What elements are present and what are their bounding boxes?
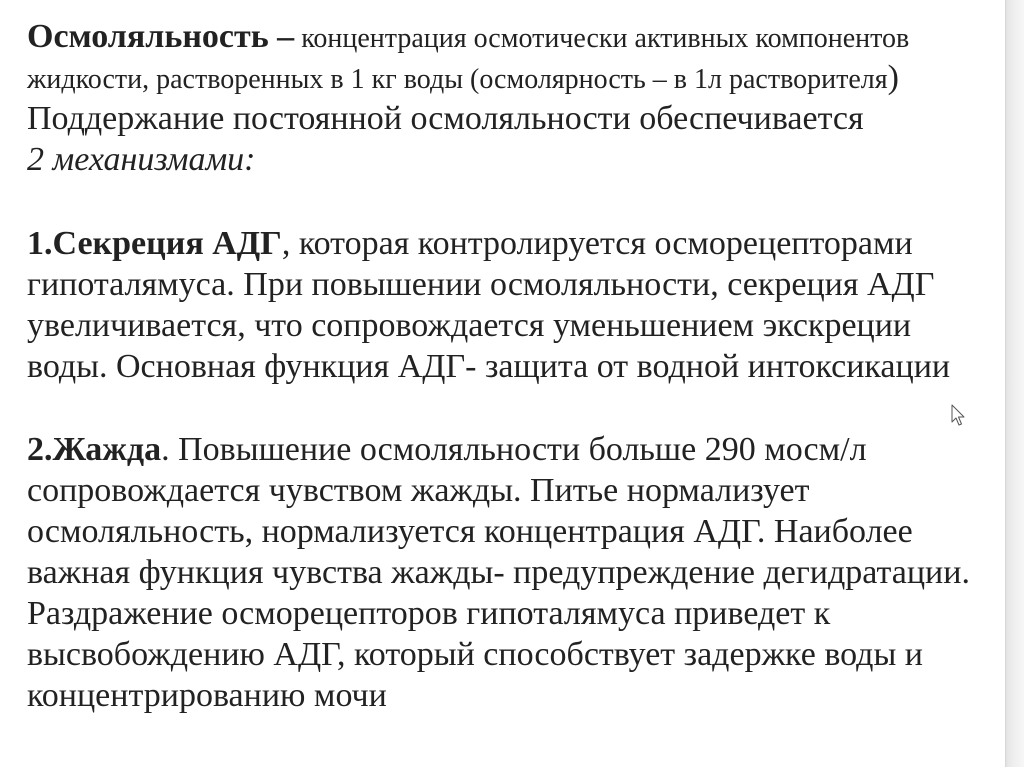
mechanism-1-line-2: гипоталямуса. При повышении осмоляльности, секреция АДГ [27,266,935,303]
mouse-pointer-icon [951,404,965,427]
mechanism-1-line-3: увеличивается, что сопровождается уменьшением экскреции [27,307,912,344]
definition-term: Осмоляльность – [27,18,295,55]
mechanism-1-line-1 [27,223,913,264]
definition-line-2 [27,58,899,99]
mechanism-2-line-2: сопровождается чувством жажды. Питье нормализует [27,472,810,509]
mechanism-2-first-line-text: . Повышение осмоляльности больше 290 мосм/л [161,431,867,468]
intro-line-2: 2 механизмами: [27,141,256,178]
intro-line-1: Поддержание постоянной осмоляльности обеспечивается [27,100,864,137]
mechanism-2-line-4: важная функция чувства жажды- предупреждение дегидратации. [27,554,970,591]
mechanism-2-line-1 [27,429,867,470]
definition-continuation: жидкости, растворенных в 1 кг воды (осмолярность – в 1л растворителя [27,64,888,95]
mechanism-1-block [27,223,950,387]
mouse-pointer-shape [952,405,964,425]
intro-block [27,98,864,180]
mechanism-2-line-6: высвобождению АДГ, который способствует задержке воды и [27,636,924,673]
slide-edge-shadow [1005,0,1024,767]
mechanism-1-line-4: воды. Основная функция АДГ- защита от водной интоксикации [27,348,951,385]
definition-closing-paren: ) [887,59,899,96]
mechanism-2-line-5: Раздражение осморецепторов гипоталямуса приведет к [27,595,831,632]
mechanism-2-title: 2.Жажда [27,431,162,468]
mechanism-2-line-3: осмоляльность, нормализуется концентрация АДГ. Наиболее [27,513,913,550]
definition-block [27,17,909,99]
mechanism-1-first-line-text: , которая контролируется осморецепторами [281,225,913,262]
definition-line-1 [27,17,909,58]
mechanism-2-line-7: концентрированию мочи [27,677,387,714]
mechanism-1-title: 1.Секреция АДГ [27,225,282,262]
definition-text: концентрация осмотически активных компонентов [294,23,910,54]
mechanism-2-block [27,429,970,716]
